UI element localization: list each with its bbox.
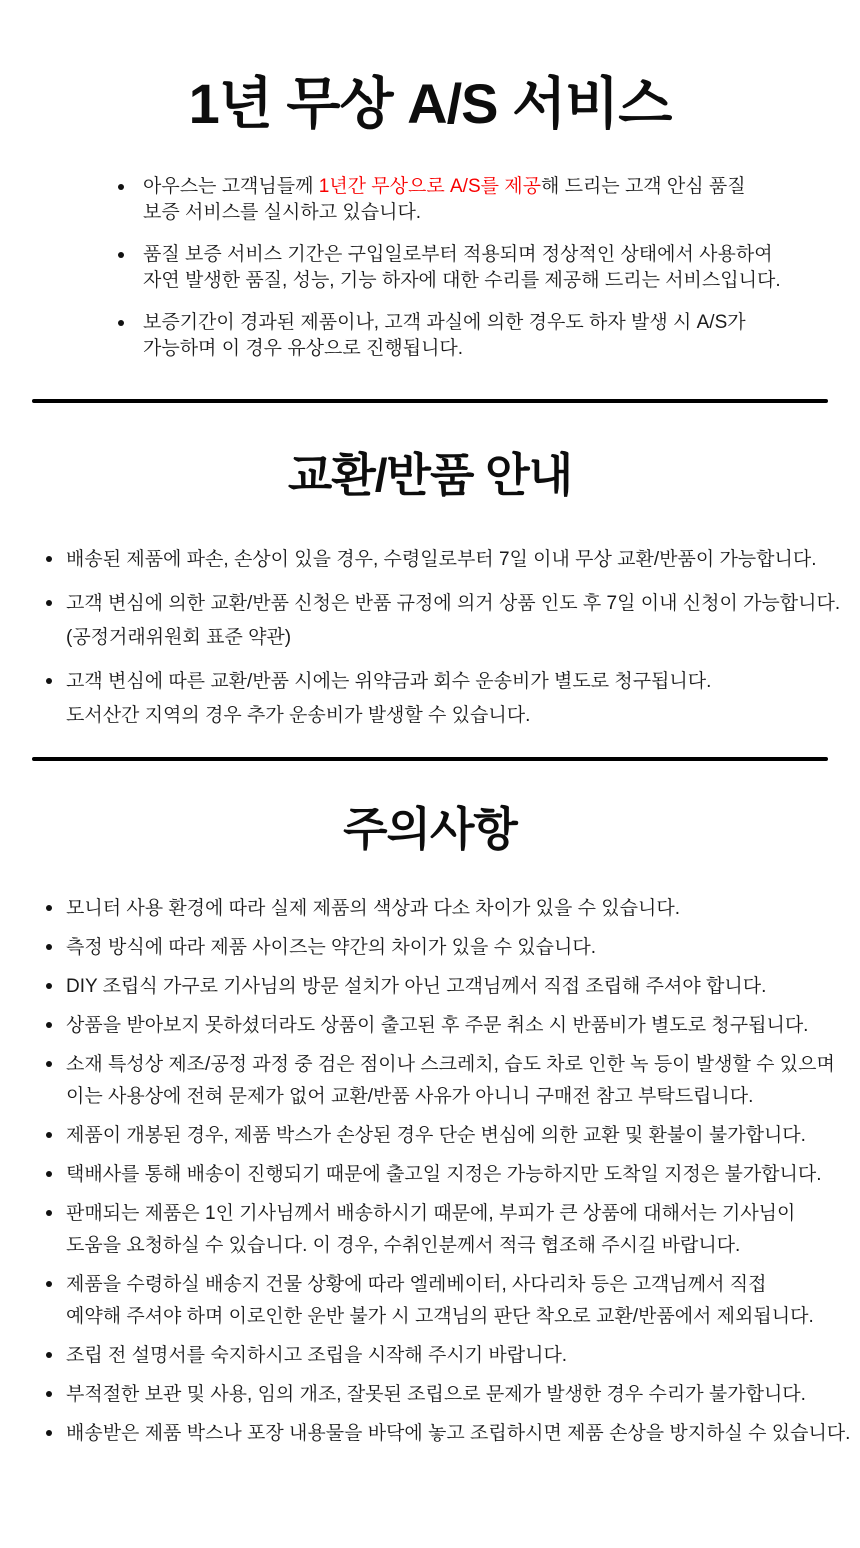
bullet-icon: [118, 252, 124, 258]
bullet-line: 예약해 주셔야 하며 이로인한 운반 불가 시 고객님의 판단 착오로 교환/반품에서 제외됩니다.: [66, 1305, 814, 1327]
bullet-icon: [46, 1281, 52, 1287]
bullet-line: 택배사를 통해 배송이 진행되기 때문에 출고일 지정은 가능하지만 도착일 지정은 불가합니다.: [66, 1163, 822, 1185]
list-item: [46, 1379, 860, 1411]
bullet-line: (공정거래위원회 표준 약관): [66, 626, 292, 648]
bullet-icon: [118, 184, 124, 190]
bullet-line: 보증 서비스를 실시하고 있습니다.: [143, 201, 422, 223]
bullet-text: [66, 1340, 567, 1372]
bullet-icon: [46, 1430, 52, 1436]
caution-title: 주의사항: [343, 802, 517, 855]
bullet-line: 소재 특성상 제조/공정 과정 중 검은 점이나 스크레치, 습도 차로 인한 녹 등이 발생할 수 있으며: [66, 1053, 835, 1075]
bullet-text: [66, 1159, 822, 1191]
exchange-title: 교환/반품 안내: [287, 448, 573, 501]
bullet-line: 자연 발생한 품질, 성능, 기능 하자에 대한 수리를 제공해 드리는 서비스입니다.: [143, 269, 781, 291]
bullet-icon: [46, 1210, 52, 1216]
bullet-line: 상품을 받아보지 못하셨더라도 상품이 출고된 후 주문 취소 시 반품비가 별도로 청구됩니다.: [66, 1014, 809, 1036]
bullet-line: 조립 전 설명서를 숙지하시고 조립을 시작해 주시기 바랍니다.: [66, 1344, 568, 1366]
bullet-line: 제품이 개봉된 경우, 제품 박스가 손상된 경우 단순 변심에 의한 교환 및 환불이 불가합니다.: [66, 1124, 806, 1146]
bullet-text: [66, 587, 840, 655]
list-item: [46, 893, 860, 925]
bullet-text: [143, 174, 746, 226]
bullet-line: 도움을 요청하실 수 있습니다. 이 경우, 수취인분께서 적극 협조해 주시길 바랍니다.: [66, 1234, 741, 1256]
list-item: [46, 587, 860, 655]
bullet-line: 모니터 사용 환경에 따라 실제 제품의 색상과 다소 차이가 있을 수 있습니다.: [66, 897, 680, 919]
bullet-icon: [46, 556, 52, 562]
bullet-text: [66, 893, 680, 925]
caution-bullet-list: [46, 893, 860, 1450]
bullet-line: 제품을 수령하실 배송지 건물 상황에 따라 엘레베이터, 사다리차 등은 고객님께서 직접: [66, 1273, 767, 1295]
section-warranty: [0, 38, 860, 362]
bullet-icon: [46, 1352, 52, 1358]
list-item: [118, 174, 860, 226]
bullet-line: 배송된 제품에 파손, 손상이 있을 경우, 수령일로부터 7일 이내 무상 교환/반품이 가능합니다.: [66, 548, 817, 570]
bullet-icon: [46, 678, 52, 684]
section-cautions: [0, 802, 860, 1450]
list-item: [46, 1418, 860, 1450]
list-item: [46, 1010, 860, 1042]
bullet-icon: [46, 944, 52, 950]
bullet-icon: [46, 1022, 52, 1028]
bullet-icon: [46, 600, 52, 606]
bullet-line: 부적절한 보관 및 사용, 임의 개조, 잘못된 조립으로 문제가 발생한 경우 수리가 불가합니다.: [66, 1383, 806, 1405]
bullet-icon: [118, 320, 124, 326]
bullet-icon: [46, 1132, 52, 1138]
section-exchange-return: [0, 448, 860, 733]
bullet-line: DIY 조립식 가구로 기사님의 방문 설치가 아닌 고객님께서 직접 조립해 주셔야 합니다.: [66, 975, 767, 997]
bullet-text: [143, 242, 781, 294]
bullet-line: 측정 방식에 따라 제품 사이즈는 약간의 차이가 있을 수 있습니다.: [66, 936, 596, 958]
list-item: [118, 310, 860, 362]
warranty-bullet-list: [118, 174, 860, 362]
list-item: [46, 1159, 860, 1191]
bullet-line: 고객 변심에 의한 교환/반품 신청은 반품 규정에 의거 상품 인도 후 7일 이내 신청이 가능합니다.: [66, 592, 841, 614]
bullet-line: 판매되는 제품은 1인 기사님께서 배송하시기 때문에, 부피가 큰 상품에 대해서는 기사님이: [66, 1202, 796, 1224]
bullet-text: [66, 971, 766, 1003]
bullet-text: [66, 1379, 806, 1411]
bullet-icon: [46, 1171, 52, 1177]
list-item: [46, 1269, 860, 1333]
exchange-bullet-list: [46, 543, 860, 733]
bullet-text: [66, 665, 711, 733]
bullet-line: 고객 변심에 따른 교환/반품 시에는 위약금과 회수 운송비가 별도로 청구됩니다.: [66, 670, 712, 692]
bullet-text: [66, 1120, 806, 1152]
bullet-icon: [46, 1391, 52, 1397]
list-item: [46, 1198, 860, 1262]
bullet-icon: [46, 905, 52, 911]
list-item: [118, 242, 860, 294]
warranty-title: 1년 무상 A/S 서비스: [188, 71, 672, 135]
list-item: [46, 1049, 860, 1113]
bullet-line: 배송받은 제품 박스나 포장 내용물을 바닥에 놓고 조립하시면 제품 손상을 방지하실 수 있습니다.: [66, 1422, 851, 1444]
list-item: [46, 932, 860, 964]
bullet-line: 도서산간 지역의 경우 추가 운송비가 발생할 수 있습니다.: [66, 704, 531, 726]
bullet-icon: [46, 983, 52, 989]
bullet-icon: [46, 1061, 52, 1067]
section-divider: [32, 399, 828, 403]
bullet-text: [66, 1198, 795, 1262]
bullet-segment: 아우스는 고객님들께: [143, 175, 319, 197]
bullet-text: [66, 932, 596, 964]
bullet-text: [143, 310, 746, 362]
bullet-text: [66, 1010, 808, 1042]
product-notice-page: [0, 38, 860, 1548]
highlighted-text: 1년간 무상으로 A/S를 제공: [318, 175, 541, 197]
list-item: [46, 1120, 860, 1152]
bullet-segment: 해 드리는 고객 안심 품질: [540, 175, 746, 197]
bullet-line: 품질 보증 서비스 기간은 구입일로부터 적용되며 정상적인 상태에서 사용하여: [143, 243, 773, 265]
list-item: [46, 971, 860, 1003]
list-item: [46, 543, 860, 577]
bullet-line: 가능하며 이 경우 유상으로 진행됩니다.: [143, 337, 464, 359]
bullet-line: [143, 174, 746, 200]
list-item: [46, 665, 860, 733]
bullet-text: [66, 1418, 850, 1450]
bullet-text: [66, 543, 817, 577]
bullet-text: [66, 1269, 814, 1333]
bullet-line: 이는 사용상에 전혀 문제가 없어 교환/반품 사유가 아니니 구매전 참고 부탁드립니다.: [66, 1085, 754, 1107]
bullet-line: 보증기간이 경과된 제품이나, 고객 과실에 의한 경우도 하자 발생 시 A/S가: [143, 311, 746, 333]
bullet-text: [66, 1049, 835, 1113]
list-item: [46, 1340, 860, 1372]
section-divider: [32, 757, 828, 761]
